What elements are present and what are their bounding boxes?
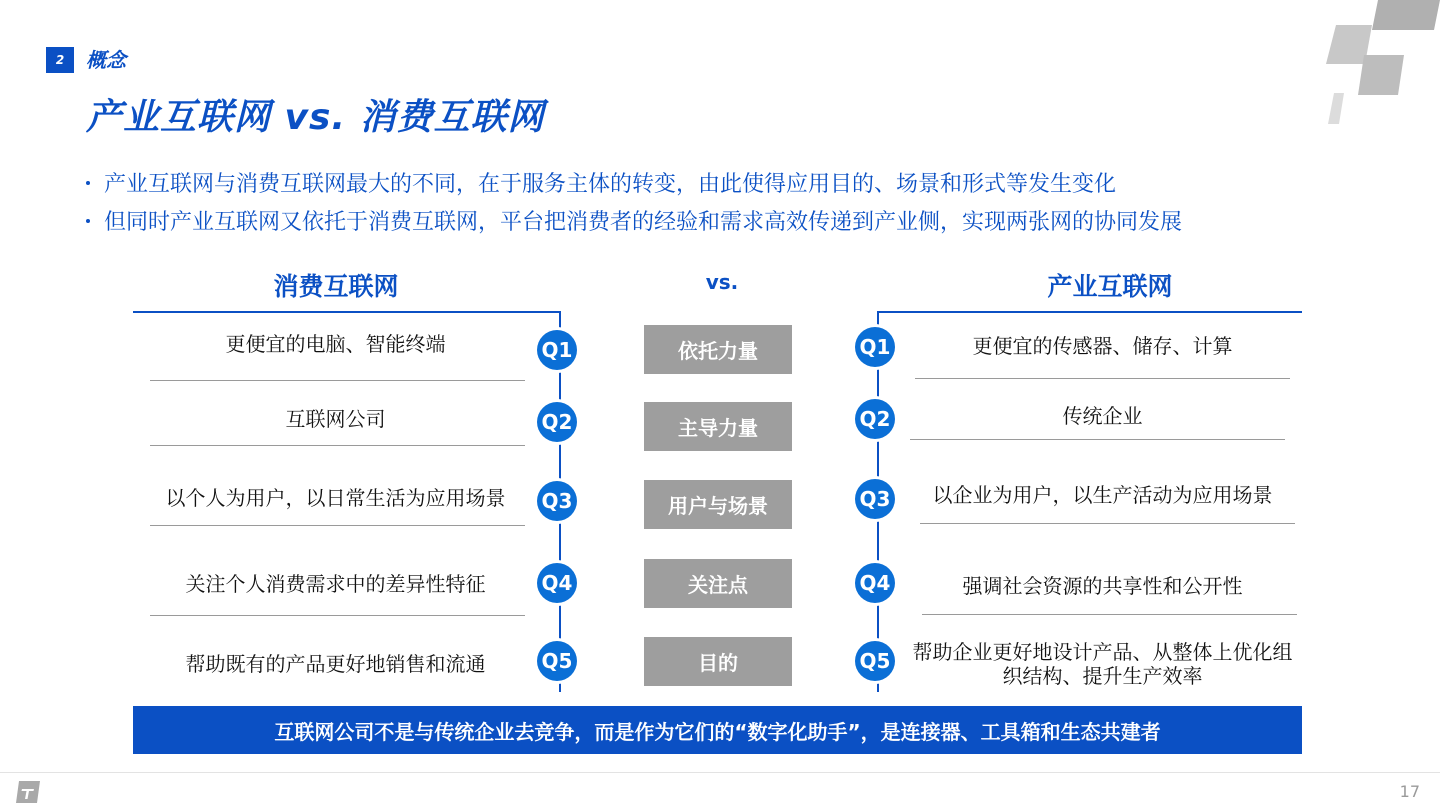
brand-logo-graphic	[1308, 0, 1440, 128]
bullet-item	[86, 208, 1182, 238]
q-badge: Q4	[537, 563, 577, 603]
q-badge: Q5	[537, 641, 577, 681]
right-cell-text: 以企业为用户，以生产活动为应用场景	[932, 483, 1273, 507]
bullet-item	[86, 170, 1116, 200]
right-cell-text: 传统企业	[1062, 404, 1143, 428]
left-cell-text: 互联网公司	[285, 407, 386, 431]
page-number: 17	[1399, 782, 1420, 801]
q-badge: Q3	[855, 479, 895, 519]
q-badge: Q1	[537, 330, 577, 370]
left-bracket-top-line	[133, 311, 560, 313]
right-cell-text: 强调社会资源的共享性和公开性	[962, 574, 1243, 598]
footer-logo-icon	[16, 781, 40, 803]
section-label: 概念	[86, 48, 126, 72]
conclusion-banner: 互联网公司不是与传统企业去竞争，而是作为它们的“数字化助手”，是连接器、工具箱和生态共建者	[133, 706, 1302, 754]
bullet-text: 产业互联网与消费互联网最大的不同，在于服务主体的转变，由此使得应用目的、场景和形式等发生变化	[104, 172, 1117, 197]
footer-divider	[0, 772, 1440, 773]
left-row-separator	[150, 525, 525, 526]
q-badge: Q2	[855, 399, 895, 439]
q-badge: Q5	[855, 641, 895, 681]
category-box: 关注点	[644, 559, 792, 608]
page-title: 产业互联网 vs. 消费互联网	[86, 97, 545, 138]
category-box: 目的	[644, 637, 792, 686]
left-row-separator	[150, 615, 525, 616]
q-badge: Q3	[537, 481, 577, 521]
category-box: 主导力量	[644, 402, 792, 451]
right-row-separator	[910, 439, 1285, 440]
right-row-separator	[920, 523, 1295, 524]
left-cell-text: 以个人为用户，以日常生活为应用场景	[165, 486, 506, 510]
left-cell-text: 帮助既有的产品更好地销售和流通	[185, 652, 486, 676]
q-badge: Q2	[537, 402, 577, 442]
right-bracket-top-line	[877, 311, 1302, 313]
q-badge: Q4	[855, 563, 895, 603]
bullet-text: 但同时产业互联网又依托于消费互联网，平台把消费者的经验和需求高效传递到产业侧，实现两张网的协同发展	[104, 210, 1183, 235]
right-cell-text: 更便宜的传感器、储存、计算	[972, 334, 1233, 358]
left-row-separator	[150, 445, 525, 446]
left-cell-text: 更便宜的电脑、智能终端	[225, 332, 446, 356]
bullet-dot-icon	[86, 181, 90, 185]
category-box: 依托力量	[644, 325, 792, 374]
right-cell-text: 帮助企业更好地设计产品、从整体上优化组织结构、提升生产效率	[912, 640, 1293, 688]
right-row-separator	[922, 614, 1297, 615]
q-badge: Q1	[855, 327, 895, 367]
left-column-heading: 消费互联网	[273, 272, 399, 301]
bullet-dot-icon	[86, 219, 90, 223]
section-number-badge: 2	[46, 47, 74, 73]
right-row-separator	[915, 378, 1290, 379]
left-cell-text: 关注个人消费需求中的差异性特征	[185, 572, 486, 596]
left-row-separator	[150, 380, 525, 381]
category-box: 用户与场景	[644, 480, 792, 529]
right-column-heading: 产业互联网	[1047, 272, 1173, 301]
vs-label: vs.	[705, 270, 739, 294]
